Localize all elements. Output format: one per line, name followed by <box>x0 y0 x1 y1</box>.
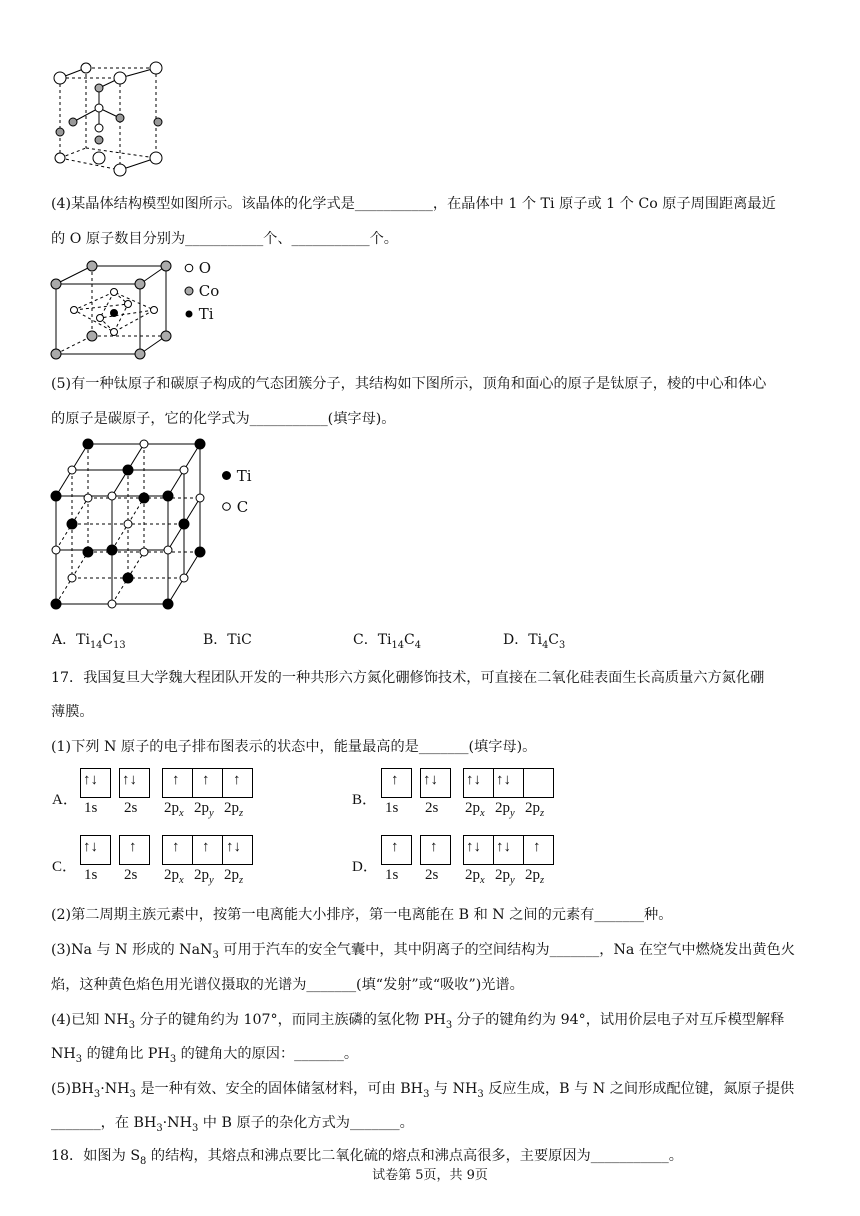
option-d: D．$Ti_4C_3$ <box>503 632 566 651</box>
q16-5-line1: (5)有一种钛原子和碳原子构成的气态团簇分子，其结构如下图所示，顶角和面心的原子是钛原子，棱的中心和体心 <box>51 376 767 392</box>
legend-co-label: Co <box>198 282 220 300</box>
q16-4-line1: (4)某晶体结构模型如图所示。该晶体的化学式是___________，在晶体中 1 个 Ti 原子或 1 个 Co 原子周围距离最近 <box>51 196 776 212</box>
q17-p3-line1: (3)Na 与 N 形成的 NaN$_3$ 可用于汽车的安全气囊中，其中阴离子的空间结构为_______，Na 在空气中燃烧发出黄色火 <box>51 942 795 961</box>
q17-p3-line2: 焰，这种黄色焰色用光谱仪摄取的光谱为_______(填“发射”或“吸收”)光谱。 <box>51 977 524 993</box>
q18-line1: 18．如图为 $S_8$ 的结构，其熔点和沸点要比二氧化硫的熔点和沸点高很多，主要原因为___________。 <box>51 1148 683 1167</box>
legend-co <box>184 282 219 300</box>
gray-circle-icon <box>184 286 194 296</box>
page-footer: 试卷第 5页，共 9页 <box>372 1168 488 1183</box>
q17-line2: 薄膜。 <box>51 704 94 720</box>
legend-c-label: C <box>236 498 249 516</box>
black-circle-icon <box>184 309 194 319</box>
legend-ti-2 <box>221 467 252 485</box>
white-circle-icon <box>184 263 194 273</box>
legend-o-label: O <box>198 259 212 277</box>
q17-p5-line1: $(5)BH_3\cdot NH_3$ 是一种有效、安全的固体储氢材料，可由 $BH_3$ 与 $NH_3$ 反应生成，B 与 N 之间形成配位键，氮原子提供 <box>51 1081 795 1100</box>
q17-p4-line1: (4)已知 $NH_3$ 分子的键角约为 107°，而同主族磷的氢化物 $PH_3$ 分子的键角约为 94°，试用价层电子对互斥模型解释 <box>51 1012 785 1031</box>
legend-ti-2-label: Ti <box>236 467 252 485</box>
option-a: A．$Ti_{14}C_{13}$ <box>52 632 126 651</box>
legend-ti-label: Ti <box>198 305 214 323</box>
legend-c <box>221 498 248 516</box>
q17-p5-line2: _______，在 $BH_3\cdot NH_3$ 中 B 原子的杂化方式为_______。 <box>51 1115 414 1134</box>
option-b: B．TiC <box>203 632 252 648</box>
q16-4-line2: 的 O 原子数目分别为___________个、___________个。 <box>51 231 398 247</box>
black-circle-icon <box>221 470 232 481</box>
legend-ti <box>184 305 214 323</box>
q16-5-line2: 的原子是碳原子，它的化学式为___________(填字母)。 <box>51 411 396 427</box>
white-circle-icon <box>221 501 232 512</box>
perovskite-structure-figure <box>48 260 178 360</box>
ti-c-cluster-figure <box>46 436 216 616</box>
legend-o <box>184 259 211 277</box>
q17-line1: 17．我国复旦大学魏大程团队开发的一种共形六方氮化硼修饰技术，可直接在二氧化硅表面生长高质量六方氮化硼 <box>51 670 765 686</box>
option-c: C．$Ti_{14}C_4$ <box>353 632 421 651</box>
q17-p2: (2)第二周期主族元素中，按第一电离能大小排序，第一电离能在 B 和 N 之间的元素有_______种。 <box>51 907 673 923</box>
q17-p1: (1)下列 N 原子的电子排布图表示的状态中，能量最高的是_______(填字母)。 <box>51 739 537 755</box>
q17-p4-line2: $NH_3$ 的键角比 $PH_3$ 的键角大的原因：_______。 <box>51 1046 359 1065</box>
crystal-structure-figure-top <box>46 60 176 180</box>
